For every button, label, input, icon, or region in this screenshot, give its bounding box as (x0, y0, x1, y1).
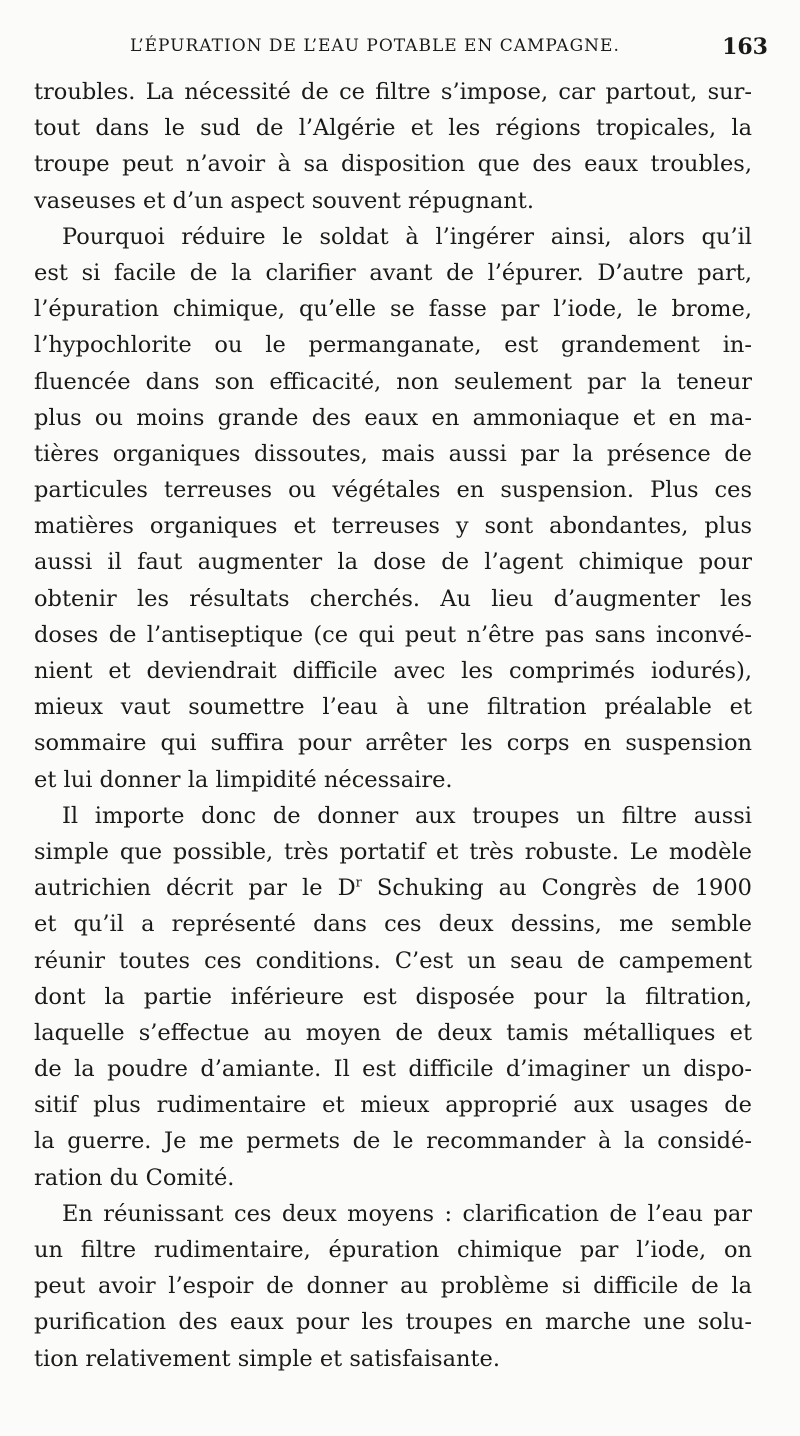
text-line: tières organiques dissoutes, mais aussi par la présence de (34, 440, 752, 467)
text-line: et qu’il a représenté dans ces deux dessins, me semble (34, 911, 752, 938)
text-line: matières organiques et terreuses y sont abondantes, plus (34, 513, 752, 540)
text-line: l’hypochlorite ou le permanganate, est grandement in- (34, 332, 752, 359)
text-line: est si facile de la clarifier avant de l’épurer. D’autre part, (34, 259, 752, 286)
text-line: un filtre rudimentaire, épuration chimique par l’iode, on (34, 1237, 752, 1263)
text-line: la guerre. Je me permets de le recommander à la considé- (34, 1128, 752, 1155)
running-head (30, 36, 770, 66)
text-line: vaseuses et d’un aspect souvent répugnant. (34, 187, 534, 214)
page-number: 163 (722, 34, 768, 60)
text-line: nient et deviendrait difficile avec les comprimés iodurés), (34, 658, 752, 684)
text-line: tion relativement simple et satisfaisante. (34, 1345, 501, 1372)
text-line: dont la partie inférieure est disposée pour la filtration, (34, 983, 752, 1010)
text-line: doses de l’antiseptique (ce qui peut n’être pas sans inconvé- (34, 621, 752, 648)
text-line: tout dans le sud de l’Algérie et les régions tropicales, la (34, 115, 752, 142)
text-line: aussi il faut augmenter la dose de l’agent chimique pour (34, 549, 752, 576)
text-line: réunir toutes ces conditions. C’est un seau de campement (34, 947, 752, 974)
text-line: particules terreuses ou végétales en suspension. Plus ces (34, 477, 752, 504)
running-title: L’ÉPURATION DE L’EAU POTABLE EN CAMPAGNE. (130, 36, 620, 56)
text-segment: Schuking au Congrès de 1900 (361, 875, 752, 902)
text-line: fluencée dans son efficacité, non seulement par la teneur (34, 368, 752, 395)
text-line: troupe peut n’avoir à sa disposition que des eaux troubles, (34, 151, 752, 178)
body-text (34, 74, 752, 1377)
text-line: mieux vaut soumettre l’eau à une filtration préalable et (34, 694, 752, 721)
text-line: ration du Comité. (34, 1164, 235, 1191)
text-line: simple que possible, très portatif et très robuste. Le modèle (34, 838, 752, 865)
text-line-with-superscript (34, 870, 752, 906)
text-line: sitif plus rudimentaire et mieux approprié aux usages de (34, 1092, 752, 1119)
text-line: plus ou moins grande des eaux en ammoniaque et en ma- (34, 404, 752, 431)
text-line: obtenir les résultats cherchés. Au lieu d’augmenter les (34, 585, 752, 612)
text-line: En réunissant ces deux moyens : clarification de l’eau par (62, 1200, 752, 1227)
text-line: purification des eaux pour les troupes en marche une solu- (34, 1309, 752, 1336)
text-line: de la poudre d’amiante. Il est difficile d’imaginer un dispo- (34, 1056, 752, 1083)
text-line: sommaire qui suffira pour arrêter les corps en suspension (34, 730, 752, 757)
text-line: troubles. La nécessité de ce filtre s’impose, car partout, sur- (34, 79, 752, 105)
text-line: l’épuration chimique, qu’elle se fasse par l’iode, le brome, (34, 296, 752, 323)
text-line: laquelle s’effectue au moyen de deux tamis métalliques et (34, 1019, 752, 1046)
text-line: Il importe donc de donner aux troupes un filtre aussi (62, 802, 752, 829)
superscript: r (355, 875, 362, 891)
text-line: Pourquoi réduire le soldat à l’ingérer ainsi, alors qu’il (62, 223, 752, 250)
text-segment: autrichien décrit par le D (34, 875, 356, 902)
text-line: peut avoir l’espoir de donner au problème si difficile de la (34, 1273, 752, 1300)
text-line: et lui donner la limpidité nécessaire. (34, 766, 453, 793)
